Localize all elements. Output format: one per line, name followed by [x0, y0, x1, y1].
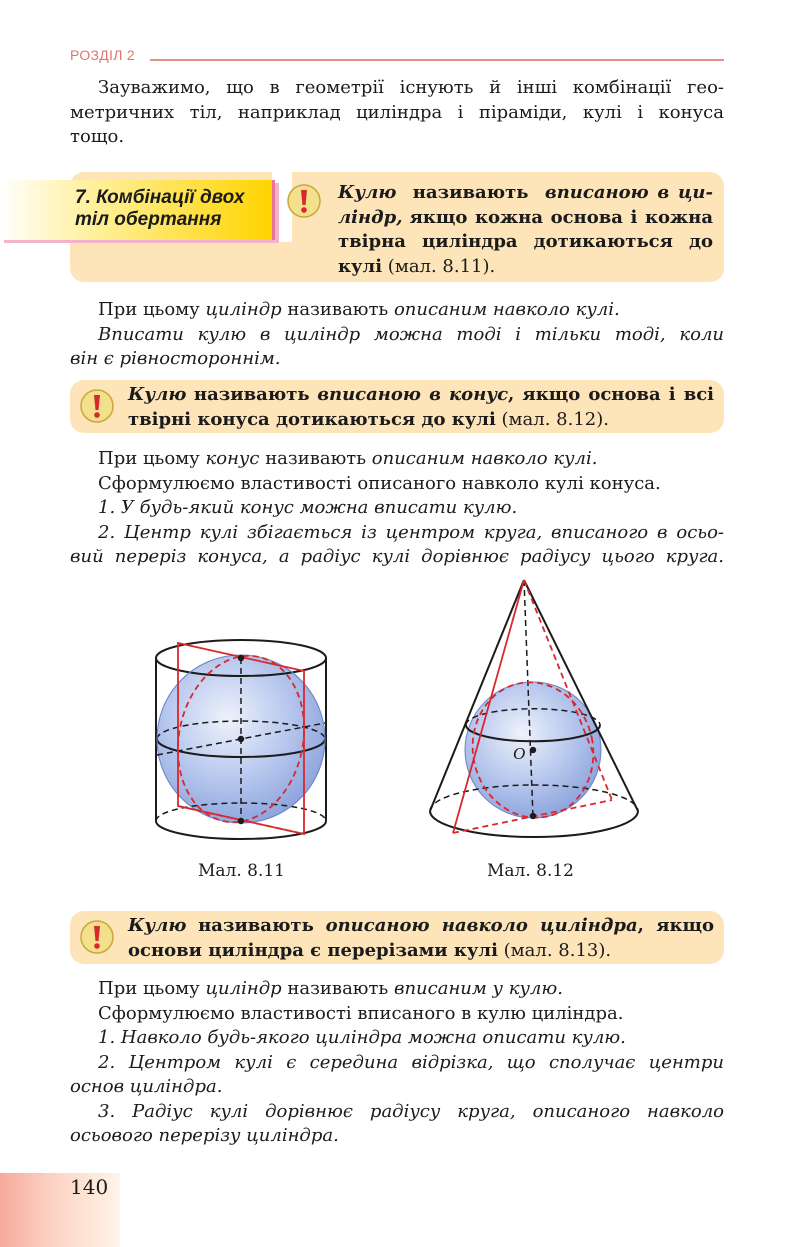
intro-paragraph	[70, 76, 724, 150]
page-number-block	[0, 1173, 120, 1247]
topic-heading	[0, 180, 275, 240]
term: Кулю	[338, 182, 397, 203]
exclamation-icon	[80, 920, 114, 954]
figure-ref: (мал. 8.12).	[501, 408, 609, 430]
intro-line: метричних тіл, наприклад циліндра і піраміди, кулі і конуса	[70, 101, 724, 123]
figure-ref: (мал. 8.11).	[387, 255, 496, 277]
section-label: РОЗДІЛ 2	[70, 47, 136, 63]
definition-text-1	[338, 181, 713, 279]
figure-sphere-in-cone	[420, 575, 650, 845]
definition-text-3	[128, 914, 714, 963]
def-word: називають	[412, 182, 529, 203]
center-point	[530, 747, 536, 753]
term: Кулю	[128, 384, 187, 405]
caption-fig-8-12: Мал. 8.12	[487, 861, 575, 881]
text: описаним навколо кулі.	[371, 448, 598, 469]
def-term: ліндр,	[338, 206, 403, 228]
text: осьового перерізу циліндра.	[70, 1125, 339, 1146]
text: Вписати кулю в циліндр можна тоді і тільки тоді, коли	[98, 323, 724, 345]
tangent-point-bottom	[238, 818, 244, 824]
text: вий переріз конуса, а радіус кулі дорівнює радіусу цього круга.	[70, 546, 724, 567]
text: називають	[265, 448, 367, 469]
exclamation-icon	[287, 184, 321, 218]
def-words: твірні конуса дотикаються до кулі	[128, 408, 496, 430]
exclamation-icon	[80, 389, 114, 423]
text: циліндр	[205, 299, 282, 320]
text: 1. У будь-який конус можна вписати кулю.	[98, 497, 518, 518]
topic-heading-line: тіл обертання	[75, 209, 222, 230]
figure-sphere-in-cylinder	[140, 625, 345, 850]
text: 3. Радіус кулі дорівнює радіусу круга, описаного навколо	[98, 1100, 724, 1122]
def-term: вписаною в ци-	[544, 182, 713, 203]
text: описаним навколо кулі.	[393, 299, 620, 320]
text: Сформулюємо властивості вписаного в кулю циліндра.	[98, 1002, 624, 1024]
text: основ циліндра.	[70, 1076, 223, 1097]
text: називають	[287, 299, 389, 320]
def-term: вписаною в конус	[317, 384, 509, 405]
text: називають	[287, 978, 389, 999]
intro-line: Зауважимо, що в геометрії існують й інші комбінації гео-	[98, 77, 724, 98]
term: Кулю	[128, 915, 187, 936]
def-words: кулі	[338, 255, 383, 277]
text: конус	[205, 448, 260, 469]
page-number: 140	[70, 1175, 109, 1199]
def-words: , якщо	[637, 915, 714, 936]
section-divider	[150, 59, 724, 61]
intro-line: тощо.	[70, 126, 125, 147]
figure-ref: (мал. 8.13).	[503, 939, 612, 961]
paragraph-cylinder-properties	[70, 977, 724, 1149]
center-point	[238, 736, 244, 742]
text: При цьому	[98, 448, 200, 469]
text: При цьому	[98, 299, 200, 320]
text: 2. Центром кулі є середина відрізка, що сполучає центри	[98, 1051, 724, 1073]
paragraph-cone-properties	[70, 447, 724, 570]
text: Сформулюємо властивості описаного навколо кулі конуса.	[98, 472, 661, 494]
text: 1. Навколо будь-якого циліндра можна описати кулю.	[98, 1027, 626, 1048]
text: 2. Центр кулі збігається із центром круга, вписаного в осьо-	[98, 521, 724, 543]
def-words: , якщо основа і всі	[508, 384, 714, 405]
text: циліндр	[205, 978, 282, 999]
definition-text-2	[128, 383, 714, 432]
topic-heading-line: 7. Комбінації двох	[75, 187, 245, 208]
tangent-point-top	[238, 655, 244, 661]
def-word: називають	[198, 915, 314, 936]
text: вписаним у кулю.	[393, 978, 563, 999]
center-label: O	[513, 744, 526, 763]
caption-fig-8-11: Мал. 8.11	[198, 861, 286, 881]
def-words: якщо кожна основа і кожна	[409, 206, 713, 228]
def-words: основи циліндра є перерізами кулі	[128, 939, 498, 961]
paragraph-cylinder-circumscribed	[70, 298, 724, 372]
tangent-point-base	[530, 813, 536, 819]
def-term: описаною навколо циліндра	[325, 915, 638, 936]
text: він є рівностороннім.	[70, 348, 281, 369]
def-word: називають	[193, 384, 310, 405]
def-words: твірна циліндра дотикаються до	[338, 231, 713, 252]
text: При цьому	[98, 978, 200, 999]
